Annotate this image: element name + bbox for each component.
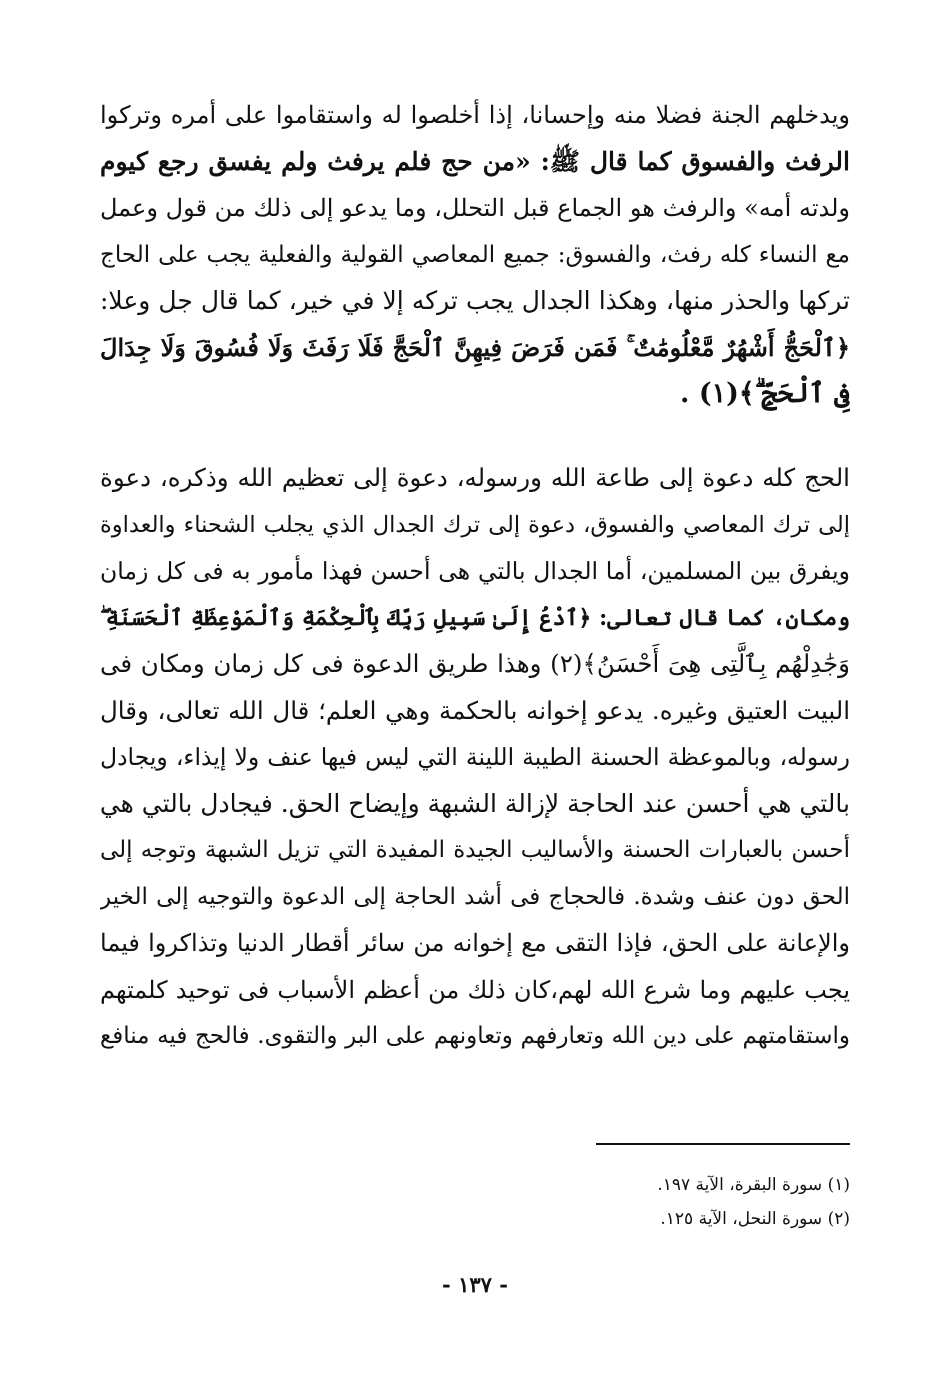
paragraph-line: الحق دون عنف وشدة. فالحجاج فى أشد الحاجة إلى الدعوة والتوجيه إلى الخير [100,883,850,910]
quran-verse-line: فِى ٱلْحَجِّ ۗ﴾(١) . [680,378,850,409]
paragraph-line: تركها والحذر منها، وهكذا الجدال يجب تركه إلا في خير، كما قال جل وعلا: [100,286,850,315]
quran-verse-line: ومكان، كما قال تعالى: ﴿ٱدْعُ إِلَىٰ سَبِيلِ رَبِّكَ بِٱلْحِكْمَةِ وَٱلْمَوْعِظَةِ ٱلْحَسَنَةِ ۖ [100,604,850,631]
paragraph-line: ويفرق بين المسلمين، أما الجدال بالتي هى أحسن فهذا مأمور به فى كل زمان [100,557,850,585]
quran-verse-line: وَجَٰدِلْهُم بِٱلَّتِى هِىَ أَحْسَنُ﴾(٢) وهذا طريق الدعوة فى كل زمان ومكان فى [100,649,850,678]
paragraph-line: البيت العتيق وغيره. يدعو إخوانه بالحكمة وهي العلم؛ قال الله تعالى، وقال [100,695,850,725]
footnote-2: (٢) سورة النحل، الآية ١٢٥. [660,1209,850,1229]
page-number: - ١٣٧ - [442,1272,508,1297]
paragraph-line: الحج كله دعوة إلى طاعة الله ورسوله، دعوة إلى تعظيم الله وذكره، دعوة [100,463,850,492]
footnote-separator [596,1143,850,1145]
paragraph-line: بالتي هي أحسن عند الحاجة لإزالة الشبهة وإيضاح الحق. فيجادل بالتي هي [100,788,850,818]
paragraph-line: ويدخلهم الجنة فضلا منه وإحسانا، إذا أخلصوا له واستقاموا على أمره وتركوا [100,101,850,129]
paragraph-2 [100,455,850,1060]
paragraph-line: واستقامتهم على دين الله وتعارفهم وتعاونهم على البر والتقوى. فالحج فيه منافع [100,1023,850,1049]
footnote-1: (١) سورة البقرة، الآية ١٩٧. [657,1175,850,1195]
paragraph-line: رسوله، وبالموعظة الحسنة الطيبة اللينة التي ليس فيها عنف ولا إيذاء، ويجادل [100,743,850,771]
paragraph-line: يجب عليهم وما شرع الله لهم،كان ذلك من أعظم الأسباب فى توحيد كلمتهم [100,975,850,1004]
paragraph-line: مع النساء كله رفث، والفسوق: جميع المعاصي القولية والفعلية يجب على الحاج [100,241,850,268]
quran-verse-line: ﴿ٱلْحَجُّ أَشْهُرٌ مَّعْلُومَٰتٌ ۚ فَمَن فَرَضَ فِيهِنَّ ٱلْحَجَّ فَلَا رَفَثَ وَلَا فُسُوقَ وَلَا جِدَالَ [100,332,850,362]
footnotes [657,1168,850,1236]
paragraph-line: ولدته أمه» والرفث هو الجماع قبل التحلل، وما يدعو إلى ذلك من قول وعمل [100,194,850,222]
paragraph-line: والإعانة على الحق، فإذا التقى مع إخوانه من سائر أقطار الدنيا وتذاكروا فيما [100,929,850,957]
paragraph-line: الرفث والفسوق كما قال ﷺ: «من حج فلم يرفث ولم يفسق رجع كيوم [100,146,850,176]
paragraph-1 [100,92,850,418]
paragraph-line: أحسن بالعبارات الحسنة والأساليب الجيدة المفيدة التي تزيل الشبهة وتوجه إلى [100,837,850,863]
paragraph-line: إلى ترك المعاصي والفسوق، دعوة إلى ترك الجدال الذي يجلب الشحناء والعداوة [100,511,850,538]
